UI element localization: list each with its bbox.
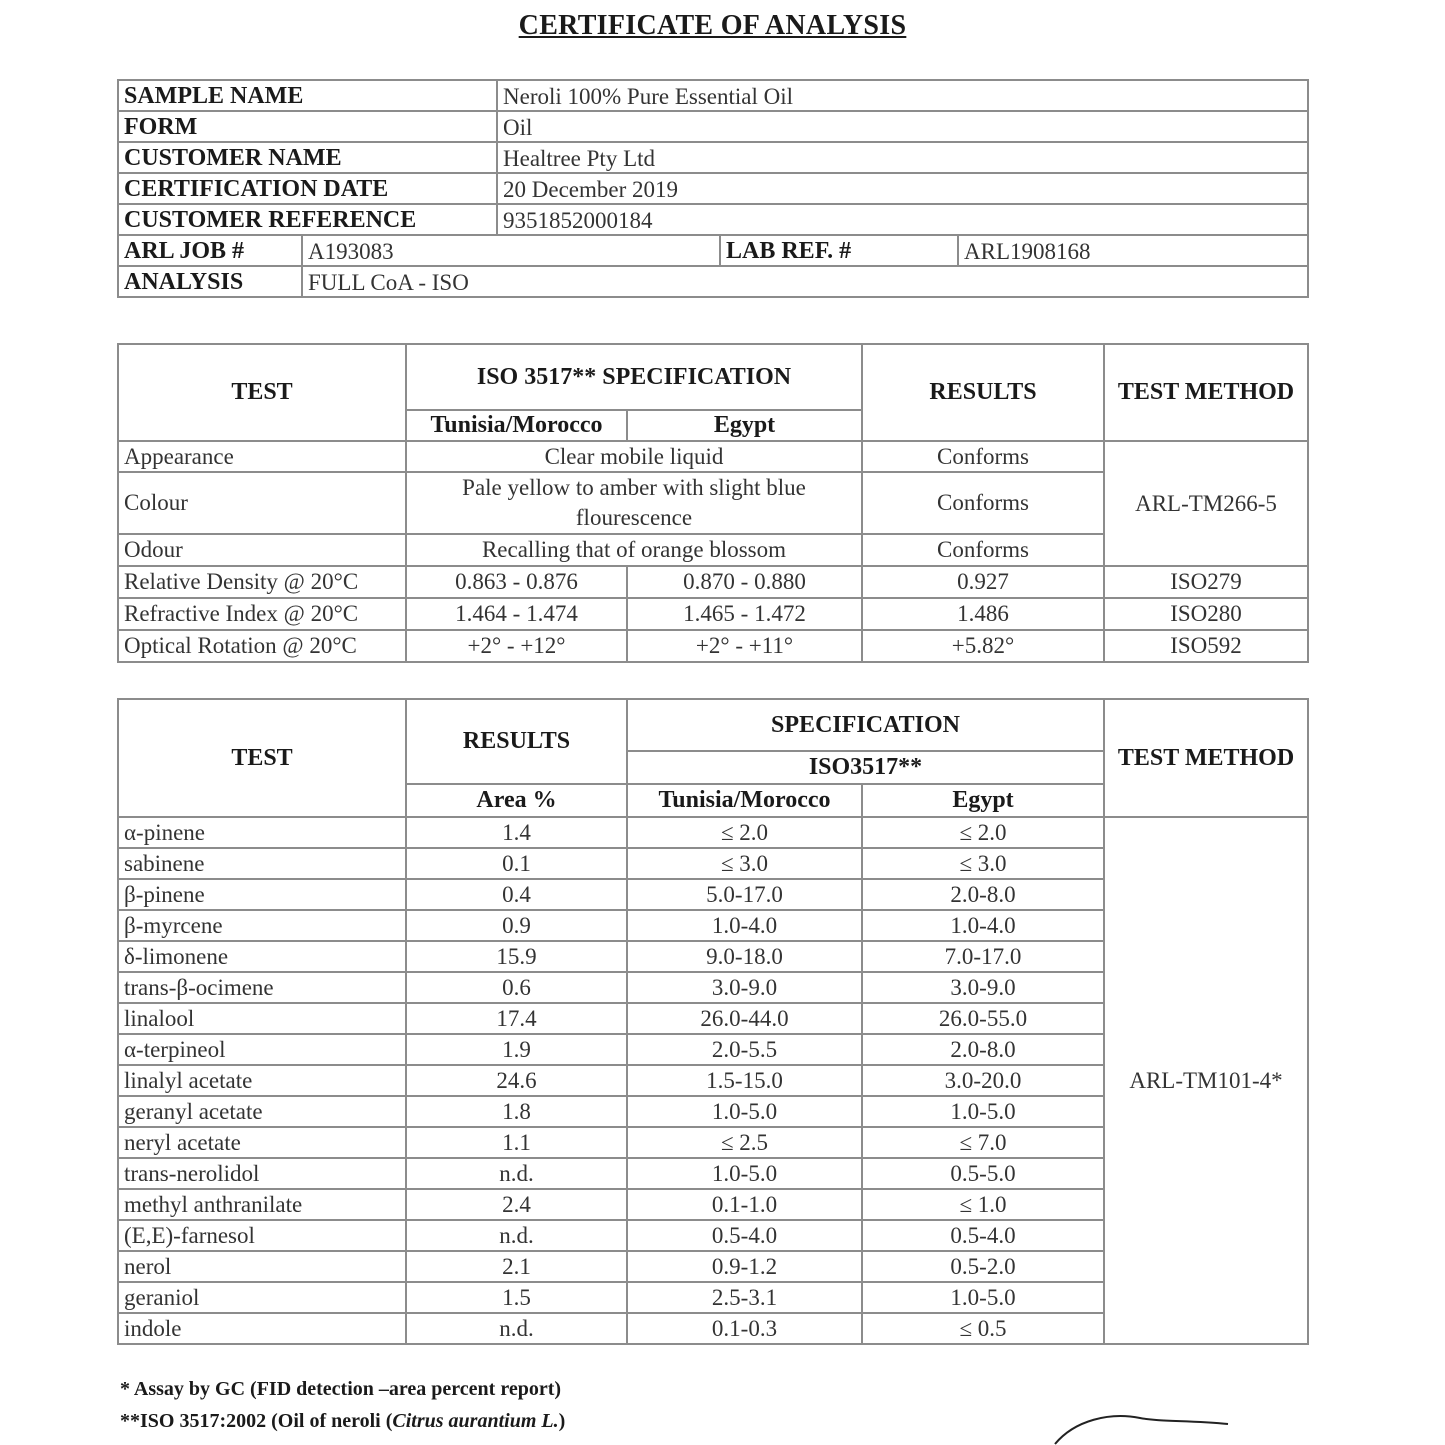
- arl-job-value: A193083: [302, 235, 720, 266]
- compound-spec-egypt: 0.5-5.0: [862, 1158, 1104, 1189]
- compound-area: 0.1: [406, 848, 627, 879]
- compound-name: linalyl acetate: [118, 1065, 406, 1096]
- compound-spec-egypt: 26.0-55.0: [862, 1003, 1104, 1034]
- form-value: Oil: [497, 111, 1308, 142]
- physical-row-tunisia-morocco: 0.863 - 0.876: [406, 566, 627, 598]
- physical-header-test: TEST: [118, 344, 406, 441]
- physical-row-method: ISO592: [1104, 630, 1308, 662]
- chemical-header-tunisia-morocco: Tunisia/Morocco: [627, 784, 862, 817]
- physical-row-method: ISO280: [1104, 598, 1308, 630]
- physical-header-results: RESULTS: [862, 344, 1104, 441]
- footnote-iso-species: Citrus aurantium L.: [392, 1410, 559, 1432]
- compound-name: geranyl acetate: [118, 1096, 406, 1127]
- compound-spec-tunisia-morocco: 1.0-5.0: [627, 1158, 862, 1189]
- physical-properties-table: [117, 343, 1309, 663]
- physical-row-egypt: 0.870 - 0.880: [627, 566, 862, 598]
- signature-mark: [1050, 1410, 1250, 1445]
- customer-reference-value: 9351852000184: [497, 204, 1308, 235]
- compound-area: 0.4: [406, 879, 627, 910]
- compound-name: α-terpineol: [118, 1034, 406, 1065]
- compound-spec-egypt: ≤ 2.0: [862, 817, 1104, 848]
- chemical-composition-table: [117, 698, 1309, 1345]
- appearance-result: Conforms: [862, 441, 1104, 472]
- chemical-header-method: TEST METHOD: [1104, 699, 1308, 817]
- appearance-test: Appearance: [118, 441, 406, 472]
- compound-spec-tunisia-morocco: 0.5-4.0: [627, 1220, 862, 1251]
- compound-spec-tunisia-morocco: 26.0-44.0: [627, 1003, 862, 1034]
- compound-spec-tunisia-morocco: ≤ 2.5: [627, 1127, 862, 1158]
- compound-spec-egypt: 0.5-2.0: [862, 1251, 1104, 1282]
- physical-row-test: Refractive Index @ 20°C: [118, 598, 406, 630]
- compound-spec-tunisia-morocco: 2.0-5.5: [627, 1034, 862, 1065]
- compound-name: trans-β-ocimene: [118, 972, 406, 1003]
- colour-test: Colour: [118, 472, 406, 534]
- physical-row-result: 1.486: [862, 598, 1104, 630]
- physical-row-egypt: 1.465 - 1.472: [627, 598, 862, 630]
- physical-row-test: Optical Rotation @ 20°C: [118, 630, 406, 662]
- chemical-header-iso: ISO3517**: [627, 751, 1104, 784]
- compound-spec-tunisia-morocco: ≤ 2.0: [627, 817, 862, 848]
- physical-row-method: ISO279: [1104, 566, 1308, 598]
- compound-spec-egypt: 7.0-17.0: [862, 941, 1104, 972]
- compound-name: indole: [118, 1313, 406, 1344]
- compound-area: n.d.: [406, 1158, 627, 1189]
- appearance-spec: Clear mobile liquid: [406, 441, 862, 472]
- compound-area: n.d.: [406, 1220, 627, 1251]
- footnote-iso: [120, 1410, 565, 1433]
- certification-date-label: CERTIFICATION DATE: [118, 173, 497, 204]
- compound-name: trans-nerolidol: [118, 1158, 406, 1189]
- compound-name: δ-limonene: [118, 941, 406, 972]
- compound-area: 1.8: [406, 1096, 627, 1127]
- compound-area: 2.4: [406, 1189, 627, 1220]
- compound-name: neryl acetate: [118, 1127, 406, 1158]
- chemical-header-area: Area %: [406, 784, 627, 817]
- compound-spec-egypt: 1.0-5.0: [862, 1282, 1104, 1313]
- colour-result: Conforms: [862, 472, 1104, 534]
- compound-spec-tunisia-morocco: 2.5-3.1: [627, 1282, 862, 1313]
- compound-spec-egypt: ≤ 0.5: [862, 1313, 1104, 1344]
- analysis-label: ANALYSIS: [118, 266, 302, 297]
- compound-area: 1.5: [406, 1282, 627, 1313]
- compound-spec-tunisia-morocco: 9.0-18.0: [627, 941, 862, 972]
- compound-spec-egypt: ≤ 7.0: [862, 1127, 1104, 1158]
- document-title: CERTIFICATE OF ANALYSIS: [518, 10, 907, 41]
- footnote-iso-suffix: ): [558, 1410, 566, 1432]
- sensory-test-method: ARL-TM266-5: [1104, 441, 1308, 566]
- compound-name: geraniol: [118, 1282, 406, 1313]
- compound-area: 15.9: [406, 941, 627, 972]
- customer-name-value: Healtree Pty Ltd: [497, 142, 1308, 173]
- compound-spec-egypt: 3.0-20.0: [862, 1065, 1104, 1096]
- compound-spec-egypt: 0.5-4.0: [862, 1220, 1104, 1251]
- compound-name: sabinene: [118, 848, 406, 879]
- compound-name: nerol: [118, 1251, 406, 1282]
- compound-area: 1.9: [406, 1034, 627, 1065]
- compound-name: β-myrcene: [118, 910, 406, 941]
- compound-spec-tunisia-morocco: 1.5-15.0: [627, 1065, 862, 1096]
- compound-spec-tunisia-morocco: 5.0-17.0: [627, 879, 862, 910]
- compound-spec-tunisia-morocco: ≤ 3.0: [627, 848, 862, 879]
- compound-area: 24.6: [406, 1065, 627, 1096]
- compound-area: n.d.: [406, 1313, 627, 1344]
- physical-row-egypt: +2° - +11°: [627, 630, 862, 662]
- compound-area: 17.4: [406, 1003, 627, 1034]
- physical-header-tunisia-morocco: Tunisia/Morocco: [406, 410, 627, 441]
- compound-name: linalool: [118, 1003, 406, 1034]
- compound-name: (E,E)-farnesol: [118, 1220, 406, 1251]
- customer-reference-label: CUSTOMER REFERENCE: [118, 204, 497, 235]
- compound-spec-egypt: 2.0-8.0: [862, 879, 1104, 910]
- odour-result: Conforms: [862, 534, 1104, 566]
- arl-job-label: ARL JOB #: [118, 235, 302, 266]
- physical-row-test: Relative Density @ 20°C: [118, 566, 406, 598]
- compound-spec-egypt: 1.0-5.0: [862, 1096, 1104, 1127]
- lab-ref-label: LAB REF. #: [720, 235, 958, 266]
- compound-spec-egypt: ≤ 3.0: [862, 848, 1104, 879]
- chemical-test-method: ARL-TM101-4*: [1104, 817, 1308, 1344]
- form-label: FORM: [118, 111, 497, 142]
- sample-name-value: Neroli 100% Pure Essential Oil: [497, 80, 1308, 111]
- compound-area: 0.9: [406, 910, 627, 941]
- odour-test: Odour: [118, 534, 406, 566]
- compound-area: 1.4: [406, 817, 627, 848]
- physical-header-method: TEST METHOD: [1104, 344, 1308, 441]
- compound-spec-egypt: ≤ 1.0: [862, 1189, 1104, 1220]
- odour-spec: Recalling that of orange blossom: [406, 534, 862, 566]
- customer-name-label: CUSTOMER NAME: [118, 142, 497, 173]
- sample-info-table: [117, 79, 1309, 298]
- compound-spec-tunisia-morocco: 0.1-1.0: [627, 1189, 862, 1220]
- chemical-header-results: RESULTS: [406, 699, 627, 784]
- lab-ref-value: ARL1908168: [958, 235, 1308, 266]
- compound-area: 0.6: [406, 972, 627, 1003]
- certification-date-value: 20 December 2019: [497, 173, 1308, 204]
- chemical-header-test: TEST: [118, 699, 406, 817]
- chemical-header-egypt: Egypt: [862, 784, 1104, 817]
- compound-spec-tunisia-morocco: 1.0-5.0: [627, 1096, 862, 1127]
- physical-row-result: 0.927: [862, 566, 1104, 598]
- compound-name: methyl anthranilate: [118, 1189, 406, 1220]
- colour-spec: Pale yellow to amber with slight blue flourescence: [406, 472, 862, 534]
- footnote-assay: * Assay by GC (FID detection –area percent report): [120, 1378, 562, 1400]
- compound-area: 1.1: [406, 1127, 627, 1158]
- compound-spec-egypt: 2.0-8.0: [862, 1034, 1104, 1065]
- sample-name-label: SAMPLE NAME: [118, 80, 497, 111]
- physical-row-tunisia-morocco: +2° - +12°: [406, 630, 627, 662]
- compound-area: 2.1: [406, 1251, 627, 1282]
- compound-spec-egypt: 1.0-4.0: [862, 910, 1104, 941]
- physical-header-egypt: Egypt: [627, 410, 862, 441]
- compound-spec-tunisia-morocco: 1.0-4.0: [627, 910, 862, 941]
- physical-row-result: +5.82°: [862, 630, 1104, 662]
- footnote-iso-prefix: **ISO 3517:2002 (Oil of neroli (: [120, 1410, 393, 1432]
- physical-row-tunisia-morocco: 1.464 - 1.474: [406, 598, 627, 630]
- compound-spec-tunisia-morocco: 3.0-9.0: [627, 972, 862, 1003]
- compound-name: α-pinene: [118, 817, 406, 848]
- compound-spec-tunisia-morocco: 0.9-1.2: [627, 1251, 862, 1282]
- compound-spec-tunisia-morocco: 0.1-0.3: [627, 1313, 862, 1344]
- chemical-header-spec: SPECIFICATION: [627, 699, 1104, 751]
- compound-name: β-pinene: [118, 879, 406, 910]
- compound-spec-egypt: 3.0-9.0: [862, 972, 1104, 1003]
- physical-header-spec: ISO 3517** SPECIFICATION: [406, 344, 862, 410]
- analysis-value: FULL CoA - ISO: [302, 266, 1308, 297]
